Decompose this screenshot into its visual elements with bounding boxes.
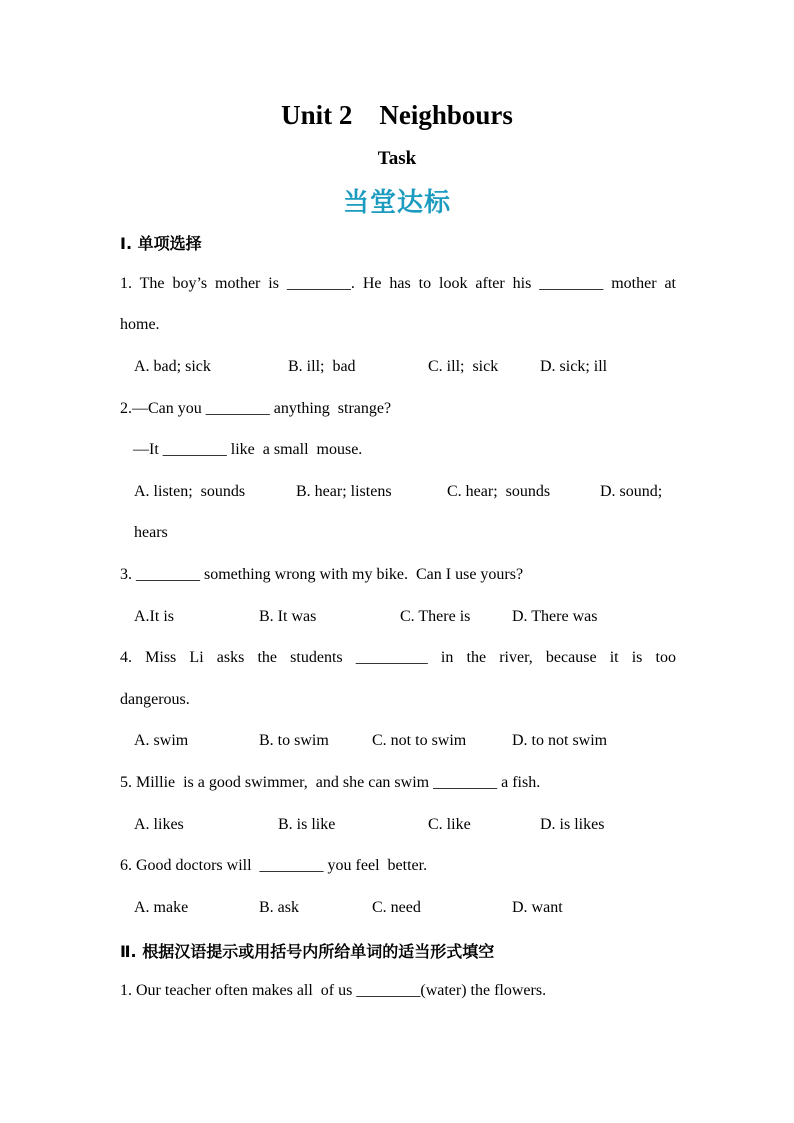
- question-3-text: 3. ________ something wrong with my bike. Can I use yours?: [120, 566, 524, 583]
- question-5-option-d: D. is likes: [540, 816, 605, 833]
- question-4-option-b: B. to swim: [259, 732, 329, 749]
- page-subtitle: Task: [377, 148, 417, 169]
- question-4-option-d: D. to not swim: [512, 732, 608, 749]
- question-1-option-a: A. bad; sick: [134, 358, 211, 375]
- question-1-text-cont: home.: [120, 316, 160, 333]
- question-2-option-a: A. listen; sounds: [134, 483, 246, 500]
- section-heading-fill-in: Ⅱ. 根据汉语提示或用括号内所给单词的适当形式填空: [120, 942, 495, 961]
- question-6-option-c: C. need: [372, 899, 421, 916]
- question-6-option-b: B. ask: [259, 899, 299, 916]
- question-4-option-c: C. not to swim: [372, 732, 467, 749]
- question-1-option-d: D. sick; ill: [540, 358, 608, 375]
- question-2-option-d: D. sound;: [600, 483, 663, 500]
- question-5-option-c: C. like: [428, 816, 471, 833]
- question-3-option-d: D. There was: [512, 608, 598, 625]
- question-3-option-a: A.It is: [134, 608, 174, 625]
- question-5-option-a: A. likes: [134, 816, 184, 833]
- question-4-option-a: A. swim: [134, 732, 189, 749]
- question-1-option-c: C. ill; sick: [428, 358, 499, 375]
- question-2-option-d-cont: hears: [134, 524, 168, 541]
- question-4-text: 4. Miss Li asks the students _________ in the river, because it is too: [120, 649, 676, 666]
- question-1-option-b: B. ill; bad: [288, 358, 356, 375]
- question-2-option-b: B. hear; listens: [296, 483, 392, 500]
- section-banner: 当堂达标: [342, 188, 451, 218]
- question-6-text: 6. Good doctors will ________ you feel better.: [120, 857, 428, 874]
- question-3-option-c: C. There is: [400, 608, 471, 625]
- page-title: Unit 2 Neighbours: [281, 100, 513, 130]
- question-6-option-a: A. make: [134, 899, 189, 916]
- question-2-option-c: C. hear; sounds: [447, 483, 551, 500]
- question-6-option-d: D. want: [512, 899, 563, 916]
- fill-in-question-1-text: 1. Our teacher often makes all of us ________(water) the flowers.: [120, 982, 547, 999]
- section-heading-multiple-choice: Ⅰ. 单项选择: [120, 234, 202, 253]
- question-2-text: 2.—Can you ________ anything strange?: [120, 400, 392, 417]
- question-4-text-cont: dangerous.: [120, 691, 190, 708]
- question-5-text: 5. Millie is a good swimmer, and she can swim ________ a fish.: [120, 774, 541, 791]
- question-2-text-cont: —It ________ like a small mouse.: [133, 441, 363, 458]
- question-3-option-b: B. It was: [259, 608, 317, 625]
- question-1-text: 1. The boy’s mother is ________. He has to look after his ________ mother at: [120, 275, 676, 292]
- question-5-option-b: B. is like: [278, 816, 336, 833]
